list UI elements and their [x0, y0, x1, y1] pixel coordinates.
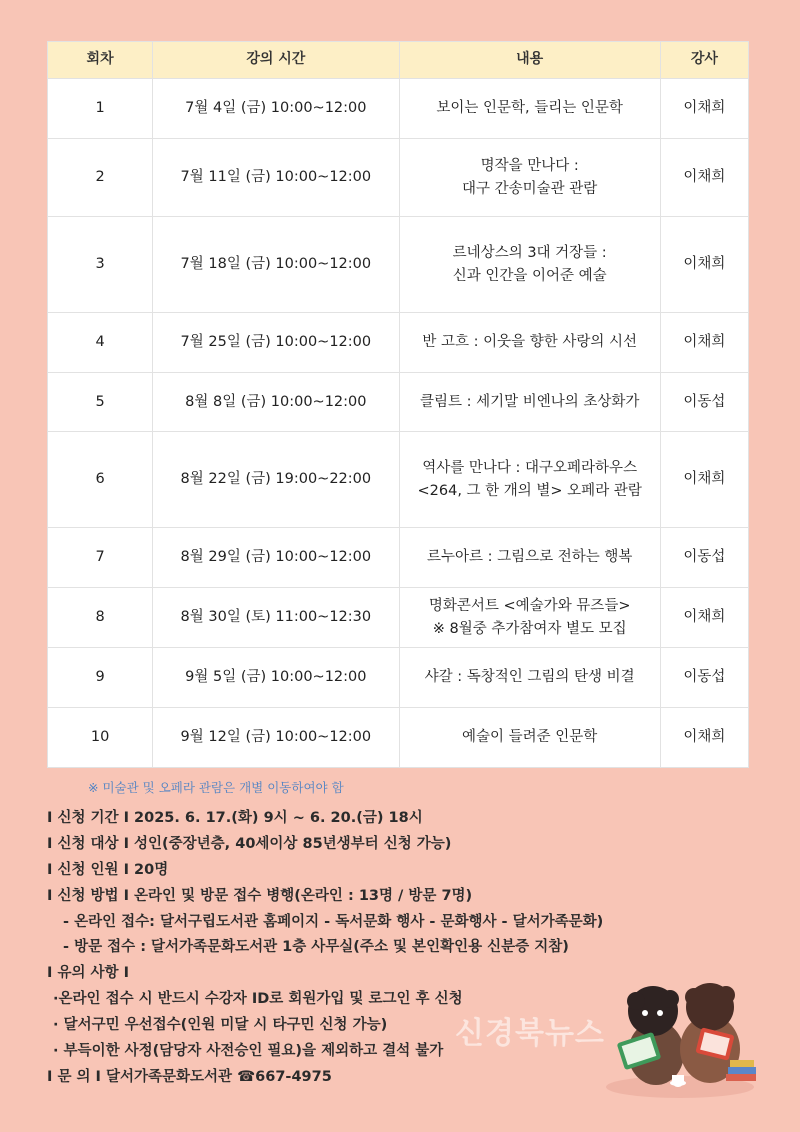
content-cell	[399, 708, 660, 768]
content-line: 대구 간송미술관 관람	[462, 180, 598, 197]
table-row	[48, 432, 749, 528]
lecturer-cell: 이채희	[660, 432, 748, 528]
round-cell: 4	[48, 313, 153, 373]
content-cell	[399, 139, 660, 217]
lecturer-cell: 이채희	[660, 708, 748, 768]
info-caution-title: I 유의 사항 I	[47, 965, 129, 982]
time-cell: 7월 4일 (금) 10:00~12:00	[153, 79, 399, 139]
lecturer-cell: 이채희	[660, 79, 748, 139]
round-cell: 10	[48, 708, 153, 768]
header-time: 강의 시간	[153, 42, 399, 79]
table-row	[48, 217, 749, 313]
round-cell: 8	[48, 588, 153, 648]
time-cell: 7월 11일 (금) 10:00~12:00	[153, 139, 399, 217]
content-line: 보이는 인문학, 들리는 인문학	[436, 100, 623, 117]
round-cell: 6	[48, 432, 153, 528]
info-method: I 신청 방법 I 온라인 및 방문 접수 병행(온라인 : 13명 / 방문 7명)	[47, 887, 473, 904]
content-line: 르누아르 : 그림으로 전하는 행복	[426, 549, 633, 566]
round-cell: 9	[48, 648, 153, 708]
content-line: 명화콘서트 <예술가와 뮤즈들>	[428, 598, 631, 615]
time-cell: 9월 5일 (금) 10:00~12:00	[153, 648, 399, 708]
info-caution-3: · 부득이한 사정(담당자 사전승인 필요)을 제외하고 결석 불가	[53, 1043, 444, 1060]
lecturer-cell: 이채희	[660, 217, 748, 313]
content-cell	[399, 79, 660, 139]
content-line: 신과 인간을 이어준 예술	[452, 267, 607, 284]
content-line: 반 고흐 : 이웃을 향한 사랑의 시선	[422, 334, 637, 351]
time-cell: 8월 8일 (금) 10:00~12:00	[153, 373, 399, 432]
round-cell: 7	[48, 528, 153, 588]
table-row	[48, 313, 749, 373]
header-round: 회차	[48, 42, 153, 79]
content-cell	[399, 528, 660, 588]
lecturer-cell: 이동섭	[660, 373, 748, 432]
info-capacity: I 신청 인원 I 20명	[47, 861, 169, 878]
time-cell: 7월 25일 (금) 10:00~12:00	[153, 313, 399, 373]
header-lecturer: 강사	[660, 42, 748, 79]
content-line: 클림트 : 세기말 비엔나의 초상화가	[419, 393, 640, 410]
content-cell	[399, 313, 660, 373]
content-line: 예술이 들려준 인문학	[462, 729, 598, 746]
lecture-schedule-table	[47, 41, 749, 768]
time-cell: 7월 18일 (금) 10:00~12:00	[153, 217, 399, 313]
round-cell: 5	[48, 373, 153, 432]
lecturer-cell: 이채희	[660, 588, 748, 648]
table-row	[48, 708, 749, 768]
content-line: ※ 8월중 추가참여자 별도 모집	[432, 620, 627, 637]
table-header-row	[48, 42, 749, 79]
info-target: I 신청 대상 I 성인(중장년층, 40세이상 85년생부터 신청 가능)	[47, 835, 452, 852]
time-cell: 8월 30일 (토) 11:00~12:30	[153, 588, 399, 648]
lecturer-cell: 이동섭	[660, 528, 748, 588]
header-content: 내용	[399, 42, 660, 79]
lecturer-cell: 이채희	[660, 313, 748, 373]
lecturer-cell: 이채희	[660, 139, 748, 217]
info-visit: - 방문 접수 : 달서가족문화도서관 1층 사무실(주소 및 본인확인용 신분증 지참)	[63, 939, 569, 956]
table-row	[48, 79, 749, 139]
lecturer-cell: 이동섭	[660, 648, 748, 708]
content-cell	[399, 373, 660, 432]
venue-note: ※ 미술관 및 오페라 관람은 개별 이동하여야 함	[88, 780, 344, 795]
time-cell: 8월 22일 (금) 19:00~22:00	[153, 432, 399, 528]
table-row	[48, 528, 749, 588]
table-row	[48, 588, 749, 648]
info-contact: I 문 의 I 달서가족문화도서관 ☎667-4975	[47, 1068, 332, 1085]
info-period: I 신청 기간 I 2025. 6. 17.(화) 9시 ~ 6. 20.(금) 18시	[47, 810, 423, 826]
content-cell	[399, 648, 660, 708]
info-online: - 온라인 접수: 달서구립도서관 홈페이지 - 독서문화 행사 - 문화행사 - 달서가족문화)	[63, 913, 604, 930]
content-line: 샤갈 : 독창적인 그림의 탄생 비결	[424, 669, 635, 686]
content-line: <264, 그 한 개의 별> 오페라 관람	[417, 482, 642, 499]
content-cell	[399, 588, 660, 648]
round-cell: 1	[48, 79, 153, 139]
content-line: 명작을 만나다 :	[480, 158, 579, 175]
round-cell: 2	[48, 139, 153, 217]
content-cell	[399, 432, 660, 528]
content-cell	[399, 217, 660, 313]
content-line: 르네상스의 3대 거장들 :	[452, 245, 607, 262]
info-caution-2: · 달서구민 우선접수(인원 미달 시 타구민 신청 가능)	[53, 1017, 388, 1034]
info-caution-1: ·온라인 접수 시 반드시 수강자 ID로 회원가입 및 로그인 후 신청	[53, 991, 463, 1008]
time-cell: 9월 12일 (금) 10:00~12:00	[153, 708, 399, 768]
watermark: 신경북뉴스	[455, 1016, 605, 1051]
table-row	[48, 373, 749, 432]
time-cell: 8월 29일 (금) 10:00~12:00	[153, 528, 399, 588]
table-row	[48, 139, 749, 217]
table-row	[48, 648, 749, 708]
reading-characters-illustration	[598, 975, 763, 1100]
round-cell: 3	[48, 217, 153, 313]
content-line: 역사를 만나다 : 대구오페라하우스	[422, 460, 638, 477]
